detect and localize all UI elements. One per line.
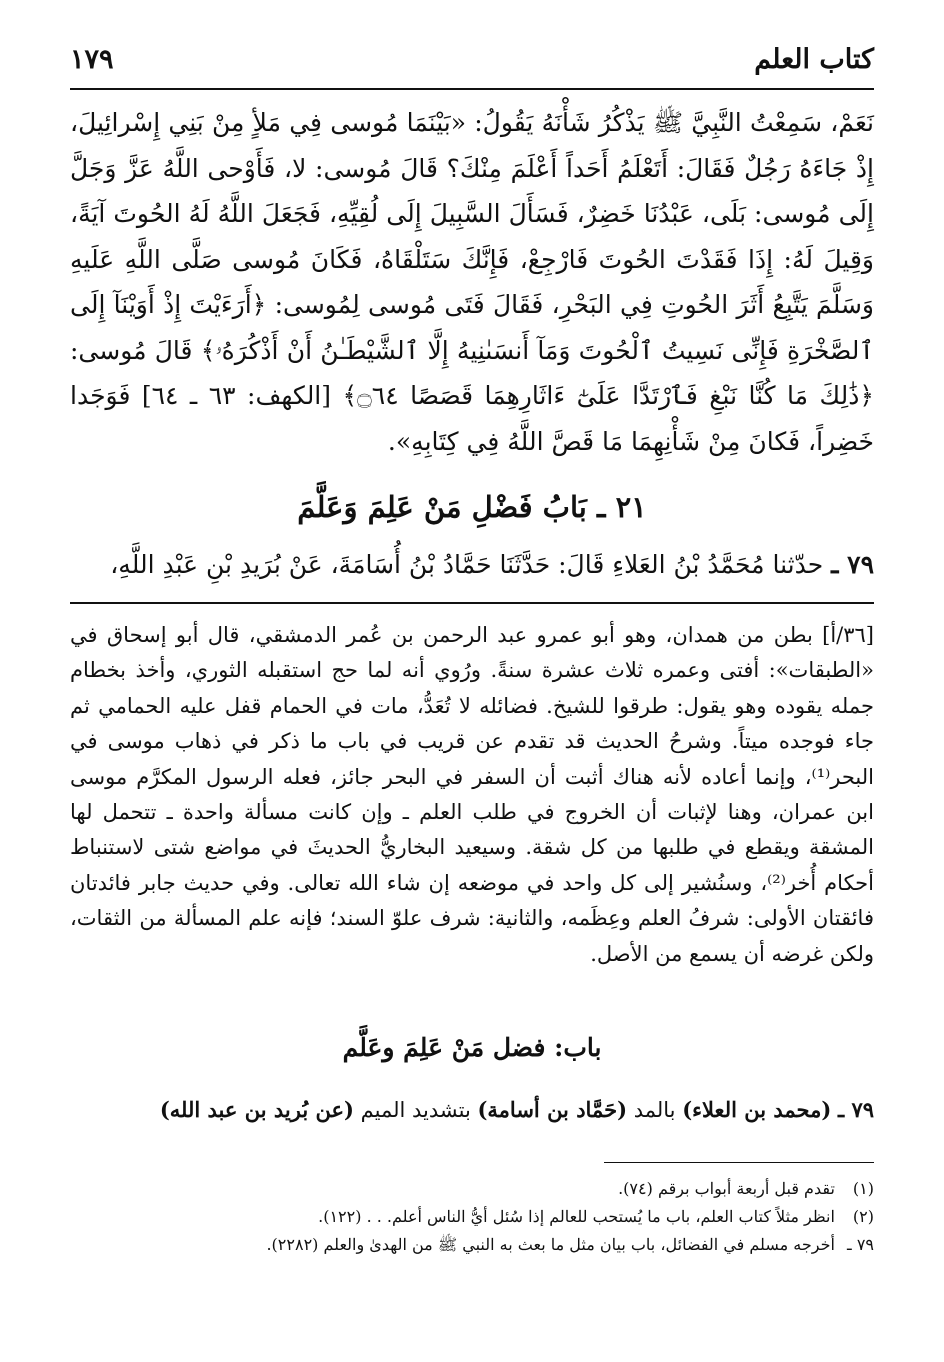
commentary-hadith-79 <box>70 1092 874 1128</box>
hadith-text: نَعَمْ، سَمِعْتُ النَّبِيَّ ﷺ يَذْكُرُ شَأْنَهُ يَقُولُ: «بَيْنَمَا مُوسى فِي مَلأٍ مِنْ بَنِي إِسْرائِيلَ، إِذْ جَاءَهُ رَجُلٌ فَقَالَ: أَتَعْلَمُ أَحَداً أَعْلَمَ مِنْكَ؟ قَالَ مُوسى: لا، فَأَوْحى اللَّهُ عَزَّ وَجَلَّ إِلَى مُوسى: بَلَى، عَبْدُنَا خَضِرٌ، فَسَأَلَ السَّبِيلَ إِلَى لُقِيِّهِ، فَجَعَلَ اللَّهُ لَهُ الحُوتَ آيَةً، وَقِيلَ لَهُ: إِذَا فَقَدْتَ الحُوتَ فَارْجِعْ، فَإِنَّكَ سَتَلْقَاهُ، فَكَانَ مُوسى صَلَّى اللَّهِ عَلَيهِ وَسَلَّمَ يَتَّبِعُ أَثَرَ الحُوتِ فِي البَحْرِ، فَقَالَ فَتَى مُوسى لِمُوسى: ﴿أَرَءَيْتَ إِذْ أَوَيْنَآ إِلَى ٱلصَّخْرَةِ فَإِنِّى نَسِيتُ ٱلْحُوتَ وَمَآ أَنسَىٰنِيهُ إِلَّا ٱلشَّيْطَـٰنُ أَنْ أَذْكُرَهُۥ﴾ قَالَ مُوسى: ﴿ذَٰلِكَ مَا كُنَّا نَبْغِ فَٱرْتَدَّا عَلَىٰٓ ءَاثَارِهِمَا قَصَصًا ۝٦٤﴾ [الكهف: ٦٣ ـ ٦٤] فَوَجَدا خَضِراً، فَكانَ مِنْ شَأْنِهِمَا مَا قَصَّ اللَّهُ فِي كِتَابِهِ». <box>70 108 874 456</box>
footnote-text: انظر مثلاً كتاب العلم، باب ما يُستحب للعالم إذا سُئل أيُّ الناس أعلم. . . (١٢٢). <box>318 1207 835 1226</box>
commentary-note: بتشديد الميم <box>360 1098 471 1122</box>
commentary-text: [٣٦/أ] بطن من همدان، وهو أبو عمرو عبد الرحمن بن عُمر الدمشقي، قال أبو إسحاق في «الطبقات»: أفتى وعمره ثلاث عشرة سنةً. ورُوي أنه لما حج استقبله الثوري، وأخذ بخطام جمله يقوده وهو يقول: طرقوا للشيخ. فضائله لا تُعَدُّ، مات في الحمام قفل عليه الحمامي ثم جاء فوجده ميتاً. وشرحُ الحديث قد تقدم عن قريب في باب ما ذكر في ذهاب موسى في البحر⁽¹⁾، وإنما أعاده لأنه هناك أثبت أن السفر في البحر جائز، فعله الرسول المكرَّم موسى ابن عمران، وهنا لإثبات أن الخروج في طلب العلم ـ وإن كانت مسألة واحدة ـ تتحمل لها المشقة ويقطع في طلبها من كل شقة. وسيعيد البخاريُّ الحديثَ في مواضع شتى لاستنباط أحكام أُخر⁽²⁾، وسنُشير إلى كل واحد في موضعه إن شاء الله تعالى. وفي حديث جابر فائدتان فائقتان الأولى: شرفُ العلم وعِظَمه، والثانية: شرف علوّ السند؛ فإنه علم المسألة من الثقات، ولكن غرضه أن يسمع من الأصل. <box>70 623 874 966</box>
footnote <box>70 1203 874 1231</box>
footnote <box>70 1231 874 1259</box>
narrator-name: (عن بُريد بن عبد الله) <box>159 1097 354 1122</box>
footnote-separator <box>604 1162 874 1163</box>
hadith-isnad-text: حدّثنا مُحَمَّدُ بْنُ العَلاءِ قَالَ: حَدَّثَنَا حَمَّادُ بْنُ أُسَامَةَ، عَنْ بُرَيدِ بْنِ عَبْدِ اللَّهِ، <box>110 550 824 579</box>
footnote <box>70 1175 874 1203</box>
commentary-note: بالمد <box>633 1098 676 1122</box>
page-header <box>70 40 874 90</box>
footnote-text: تقدم قبل أربعة أبواب برقم (٧٤). <box>618 1179 835 1198</box>
chapter-title: ٢١ ـ بَابُ فَضْلِ مَنْ عَلِمَ وَعَلَّمَ <box>297 490 647 524</box>
narrator-name: (محمد بن العلاء) <box>682 1097 832 1122</box>
commentary-hadith-number: ٧٩ ـ <box>837 1097 874 1122</box>
footnote-mark: (٢) <box>852 1207 874 1226</box>
narrator-name: (حَمَّاد بن أسامة) <box>477 1097 628 1122</box>
commentary <box>70 618 874 972</box>
hadith-matn <box>70 100 874 464</box>
commentary-separator <box>70 602 874 604</box>
book-title: كتاب العلم <box>754 44 874 75</box>
hadith-79-isnad <box>70 545 874 585</box>
commentary-chapter-title: باب: فضل مَنْ عَلِمَ وعَلَّم <box>342 1033 602 1062</box>
footnote-mark: ٧٩ ـ <box>847 1235 874 1254</box>
footnote-mark: (١) <box>852 1179 874 1198</box>
hadith-number: ٧٩ ـ <box>831 550 874 579</box>
page-number: ١٧٩ <box>70 44 114 75</box>
footnote-text: أخرجه مسلم في الفضائل، باب بيان مثل ما بعث به النبي ﷺ من الهدىٰ والعلم (٢٢٨٢). <box>266 1235 835 1254</box>
footnotes <box>70 1175 874 1259</box>
